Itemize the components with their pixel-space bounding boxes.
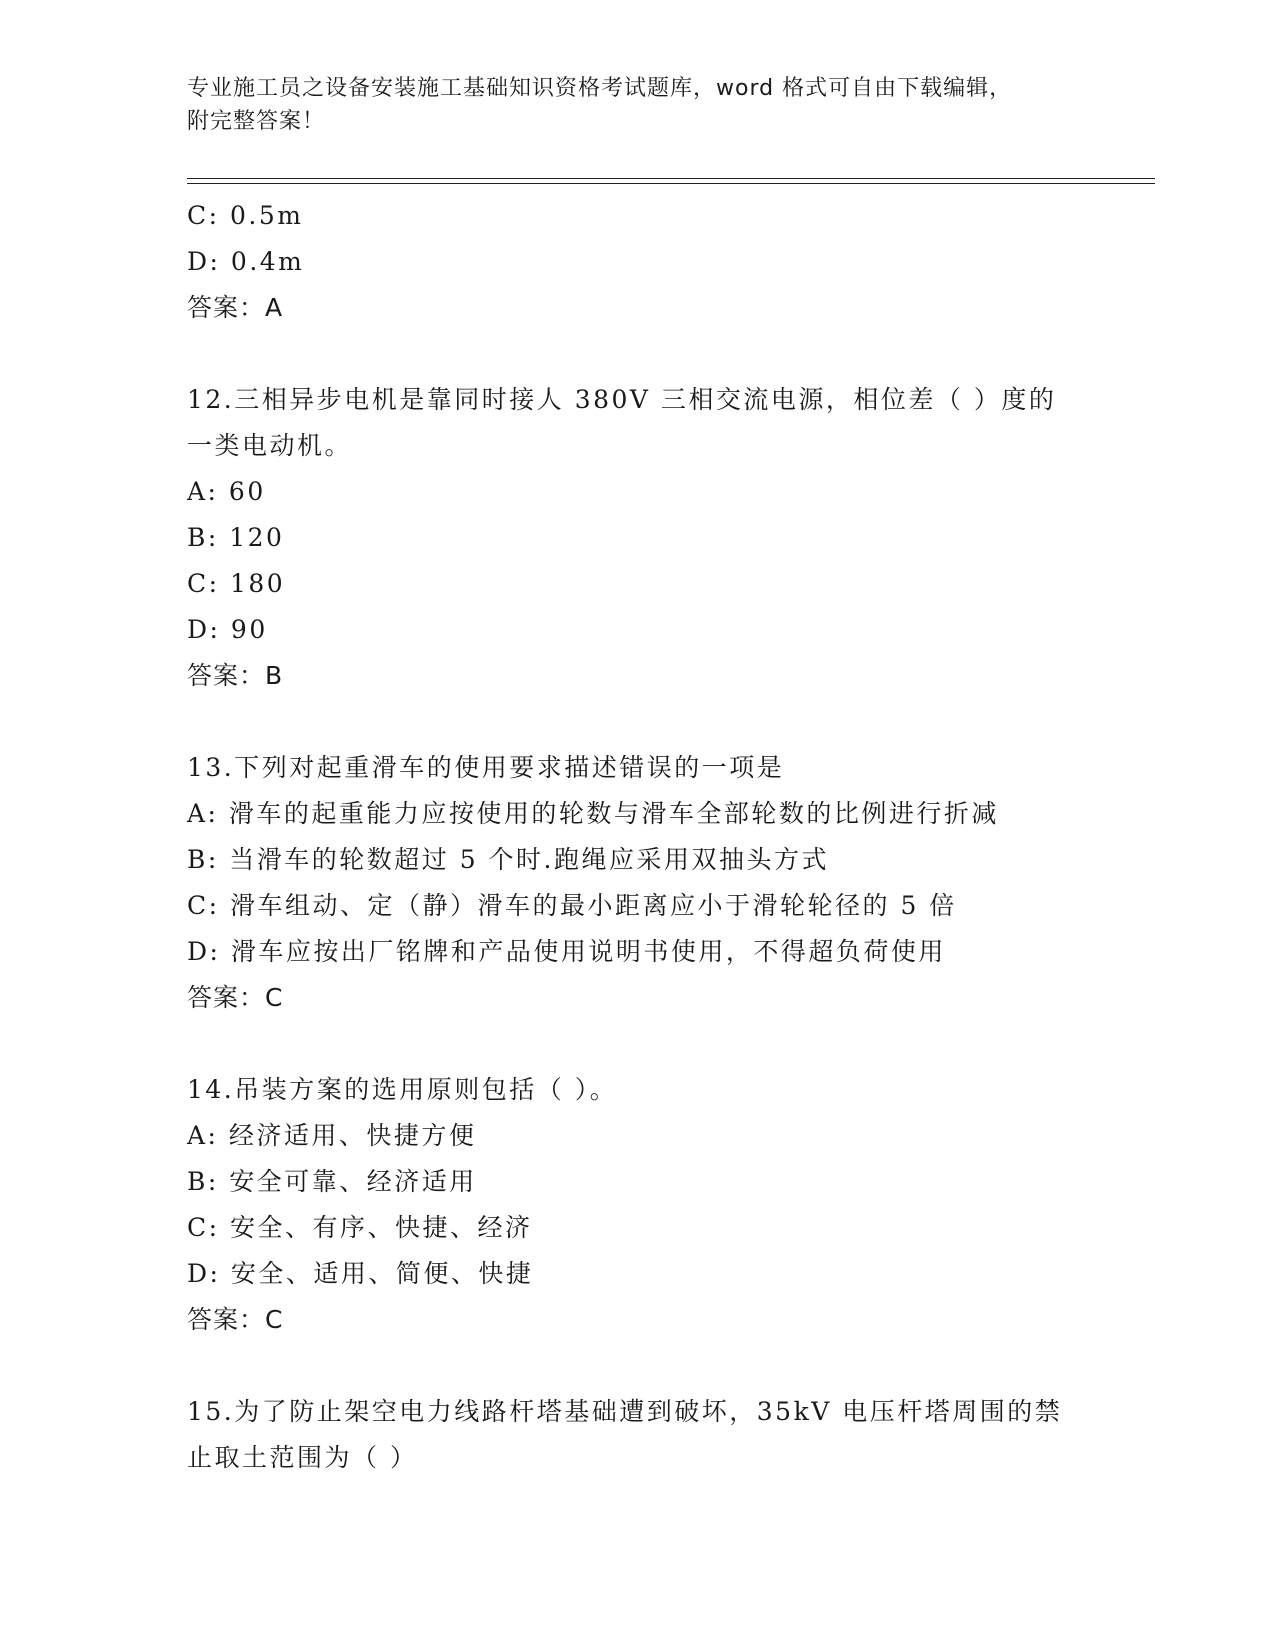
- answer: 答案：C: [187, 1305, 284, 1334]
- option-c: C: 0.5m: [187, 201, 304, 230]
- question-stem: 14.吊装方案的选用原则包括（ ）。: [187, 1075, 618, 1104]
- spacer: [187, 1343, 1107, 1389]
- spacer: [187, 1021, 1107, 1067]
- spacer: [187, 331, 1107, 377]
- option-c: C: 安全、有序、快捷、经济: [187, 1213, 533, 1242]
- option-d: D: 安全、适用、简便、快捷: [187, 1259, 534, 1288]
- question-list: [187, 193, 1107, 1481]
- header-line-2: 附完整答案！: [187, 109, 326, 134]
- header-divider-top: [187, 178, 1155, 179]
- option-a: A: 60: [187, 477, 266, 506]
- option-d: D: 滑车应按出厂铭牌和产品使用说明书使用，不得超负荷使用: [187, 937, 946, 966]
- answer: 答案：B: [187, 661, 284, 690]
- option-b: B: 120: [187, 523, 285, 552]
- question-13: [187, 745, 1107, 1021]
- document-header: [187, 72, 1087, 138]
- question-stem-continued: 一类电动机。: [187, 431, 353, 460]
- question-11-tail: [187, 193, 1107, 331]
- option-b: B: 安全可靠、经济适用: [187, 1167, 477, 1196]
- question-12: [187, 377, 1107, 699]
- option-c: C: 滑车组动、定（静）滑车的最小距离应小于滑轮轮径的 5 倍: [187, 891, 957, 920]
- option-d: D: 90: [187, 615, 268, 644]
- option-a: A: 滑车的起重能力应按使用的轮数与滑车全部轮数的比例进行折减: [187, 799, 999, 828]
- option-a: A: 经济适用、快捷方便: [187, 1121, 477, 1150]
- header-line-1: 专业施工员之设备安装施工基础知识资格考试题库，word 格式可自由下载编辑，: [187, 76, 1013, 101]
- question-stem-continued: 止取土范围为（ ）: [187, 1443, 418, 1472]
- spacer: [187, 699, 1107, 745]
- answer: 答案：A: [187, 293, 284, 322]
- question-stem: 12.三相异步电机是靠同时接人 380V 三相交流电源，相位差（ ）度的: [187, 385, 1057, 414]
- option-b: B: 当滑车的轮数超过 5 个时.跑绳应采用双抽头方式: [187, 845, 829, 874]
- question-stem: 13.下列对起重滑车的使用要求描述错误的一项是: [187, 753, 785, 782]
- question-stem: 15.为了防止架空电力线路杆塔基础遭到破坏，35kV 电压杆塔周围的禁: [187, 1397, 1063, 1426]
- header-divider-bottom: [187, 183, 1155, 184]
- question-14: [187, 1067, 1107, 1343]
- option-d: D: 0.4m: [187, 247, 305, 276]
- question-15: [187, 1389, 1107, 1481]
- answer: 答案：C: [187, 983, 284, 1012]
- option-c: C: 180: [187, 569, 286, 598]
